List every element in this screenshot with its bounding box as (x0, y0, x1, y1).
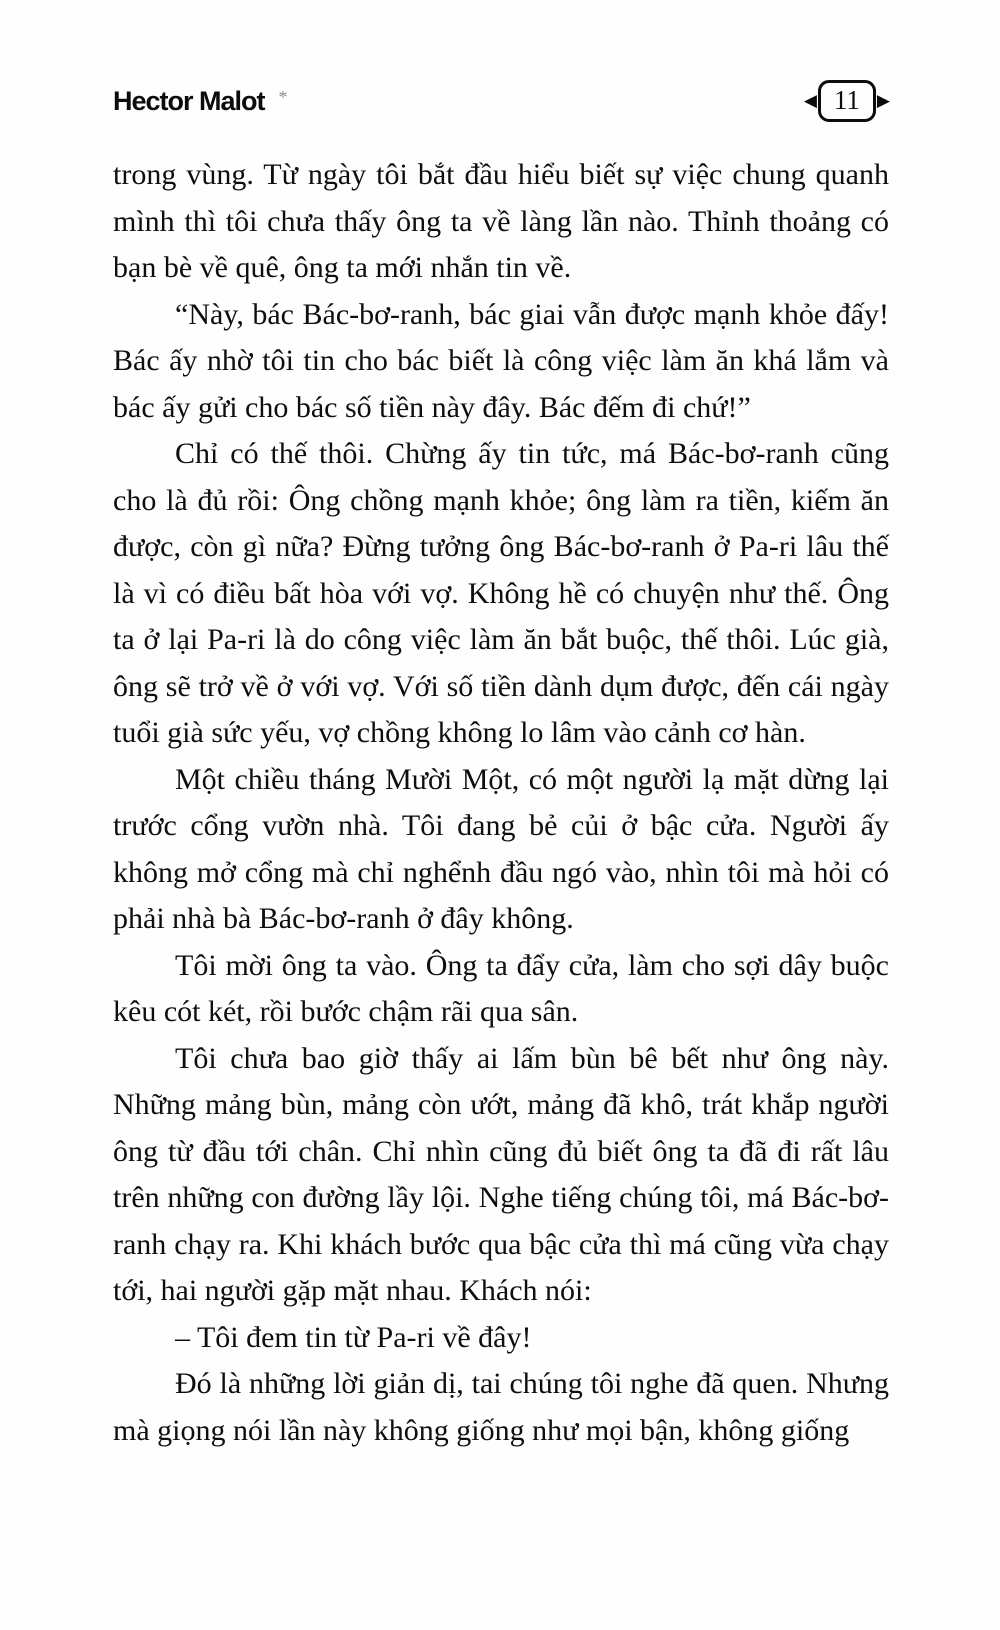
paragraph-4: Một chiều tháng Mười Một, có một người lạ mặt dừng lại trước cổng vườn nhà. Tôi đang bẻ củi ở bậc cửa. Người ấy không mở cổng mà chỉ nghểnh đầu ngó vào, nhìn tôi mà hỏi có phải nhà bà Bác-bơ-ranh ở đây không. (113, 762, 889, 935)
asterisk-mark: * (278, 87, 288, 108)
paragraph-7: – Tôi đem tin từ Pa-ri về đây! (175, 1320, 532, 1354)
header-author-group (113, 86, 288, 117)
body-text (113, 152, 889, 1454)
author-name: Hector Malot (113, 85, 265, 116)
page-number-badge (804, 80, 890, 122)
paragraph-6: Tôi chưa bao giờ thấy ai lấm bùn bê bết như ông này. Những mảng bùn, mảng còn ướt, mảng đã khô, trát khắp người ông từ đầu tới chân. Chỉ nhìn cũng đủ biết ông ta đã đi rất lâu trên những con đường lầy lội. Nghe tiếng chúng tôi, má Bác-bơ-ranh chạy ra. Khi khách bước qua bậc cửa thì má cũng vừa chạy tới, hai người gặp mặt nhau. Khách nói: (113, 1041, 889, 1307)
page-header (113, 80, 890, 122)
paragraph-5: Tôi mời ông ta vào. Ông ta đẩy cửa, làm cho sợi dây buộc kêu cót két, rồi bước chậm rãi qua sân. (113, 948, 889, 1028)
paragraph-8: Đó là những lời giản dị, tai chúng tôi nghe đã quen. Nhưng mà giọng nói lần này không giống như mọi bận, không giống (113, 1367, 889, 1447)
paragraph-2: “Này, bác Bác-bơ-ranh, bác giai vẫn được mạnh khỏe đấy! Bác ấy nhờ tôi tin cho bác biết là công việc làm ăn khá lắm và bác ấy gửi cho bác số tiền này đây. Bác đếm đi chứ!” (113, 297, 889, 424)
page-number: 11 (818, 80, 876, 122)
paragraph-3: Chỉ có thế thôi. Chừng ấy tin tức, má Bác-bơ-ranh cũng cho là đủ rồi: Ông chồng mạnh khỏe; ông làm ra tiền, kiếm ăn được, còn gì nữa? Đừng tưởng ông Bác-bơ-ranh ở Pa-ri lâu thế là vì có điều bất hòa với vợ. Không hề có chuyện như thế. Ông ta ở lại Pa-ri là do công việc làm ăn bắt buộc, thế thôi. Lúc già, ông sẽ trở về ở với vợ. Với số tiền dành dụm được, đến cái ngày tuổi già sức yếu, vợ chồng không lo lâm vào cảnh cơ hàn. (113, 437, 889, 749)
left-arrow-icon: ◀ (803, 90, 817, 111)
paragraph-1: trong vùng. Từ ngày tôi bắt đầu hiểu biết sự việc chung quanh mình thì tôi chưa thấy ông ta về làng lần nào. Thỉnh thoảng có bạn bè về quê, ông ta mới nhắn tin về. (113, 158, 889, 284)
right-arrow-icon: ▶ (876, 90, 890, 111)
